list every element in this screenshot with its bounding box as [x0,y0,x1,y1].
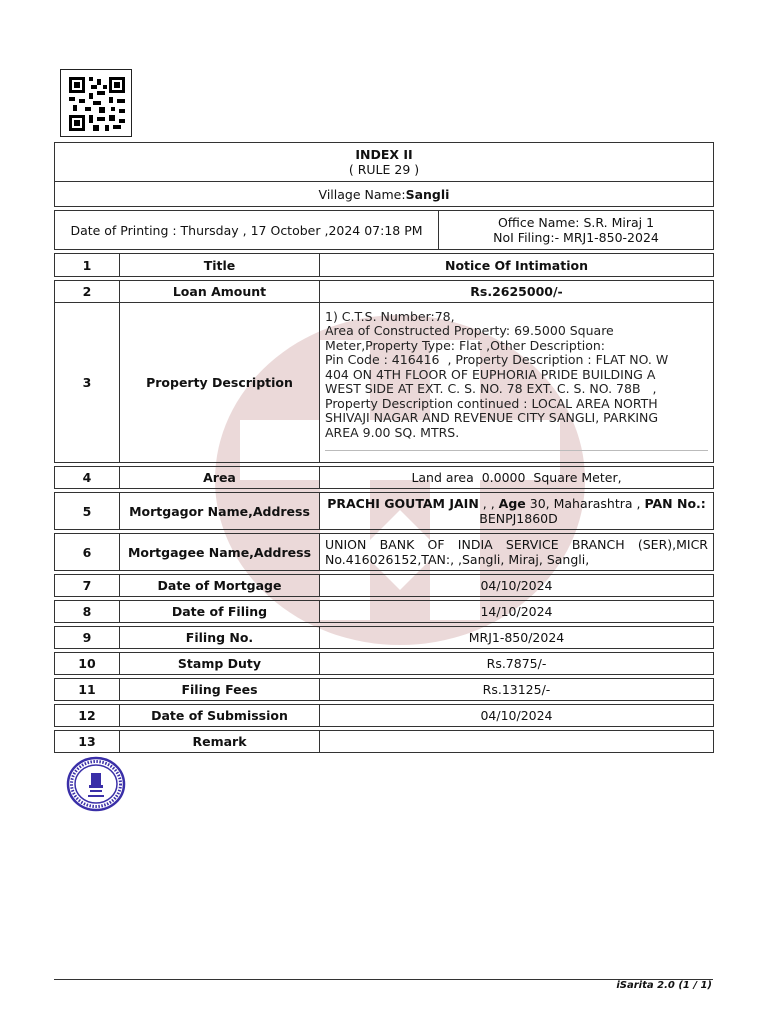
table-row [55,627,714,649]
desc-line: 1) C.T.S. Number:78, [325,308,455,324]
footer-divider [54,979,713,980]
print-date: Date of Printing : Thursday , 17 October ,2024 07:18 PM [55,211,439,250]
row-label: Loan Amount [120,281,320,303]
title-row [55,143,714,182]
index-header-table [54,142,714,250]
filing-fees-value: Rs.13125/- [320,679,714,701]
village-label: Village Name: [318,186,406,202]
row-label: Area [120,467,320,489]
desc-line: 404 ON 4TH FLOOR OF EUPHORIA PRIDE BUILDING A [325,366,656,382]
mortgagor-value [320,493,714,530]
table-row [55,731,714,753]
stamp-duty-value: Rs.7875/- [320,653,714,675]
mortgagee-value [320,534,714,571]
table-row [55,653,714,675]
title-value: Notice Of Intimation [320,254,714,277]
rule-text: ( RULE 29 ) [348,162,420,177]
filing-no-value: MRJ1-850/2024 [320,627,714,649]
office-cell [439,211,714,250]
table-row [55,575,714,597]
table-row [55,303,714,463]
area-value: Land area 0.0000 Square Meter, [320,467,714,489]
official-seal [66,756,126,815]
loan-amount-value: Rs.2625000/- [320,281,714,303]
row-label: Stamp Duty [120,653,320,675]
row-label: Date of Filing [120,601,320,623]
footer-text: iSarita 2.0 (1 / 1) [616,980,712,991]
village-row [55,182,714,207]
row-number: 13 [55,731,120,753]
row-label: Title [120,254,320,277]
row-label: Date of Mortgage [120,575,320,597]
village-value: Sangli [405,186,450,202]
table-row [55,534,714,571]
age-value: 30, Maharashtra , [525,496,645,511]
row-number: 12 [55,705,120,727]
row-number: 11 [55,679,120,701]
row-number: 9 [55,627,120,649]
desc-line: Property Description continued : LOCAL AREA NORTH [325,395,658,411]
table-row [55,254,714,277]
mortgagor-name: PRACHI GOUTAM JAIN [327,496,479,511]
row-label: Mortgagee Name,Address [120,534,320,571]
table-row [55,705,714,727]
divider [325,450,708,451]
row-label: Filing No. [120,627,320,649]
row-number: 6 [55,534,120,571]
pan-label: PAN No.: [644,496,706,511]
index-table-container [54,142,713,753]
row-number: 3 [55,303,120,463]
desc-line: AREA 9.00 SQ. MTRS. [325,424,460,440]
index-title: INDEX II [355,147,413,162]
mortgagee-line-1: UNION BANK OF INDIA SERVICE BRANCH (SER),MICR [325,537,708,552]
table-row [55,601,714,623]
row-number: 4 [55,467,120,489]
office-name: Office Name: S.R. Miraj 1 [497,215,655,230]
mortgagee-line-2: No.416026152,TAN:, ,Sangli, Miraj, Sangli, [325,552,590,567]
desc-line: WEST SIDE AT EXT. C. S. NO. 78 EXT. C. S. NO. 78B , [325,381,657,397]
property-description-value [320,303,714,463]
index-details-table [54,253,714,753]
table-row [55,493,714,530]
mortgagor-sep: , , [478,496,499,511]
age-label: Age [498,496,526,511]
row-number: 5 [55,493,120,530]
row-number: 10 [55,653,120,675]
print-office-row [55,211,714,250]
table-row [55,679,714,701]
table-row [55,467,714,489]
row-number: 7 [55,575,120,597]
date-of-submission-value: 04/10/2024 [320,705,714,727]
row-number: 1 [55,254,120,277]
desc-line: SHIVAJI NAGAR AND REVENUE CITY SANGLI, PARKING [325,410,659,426]
row-label: Date of Submission [120,705,320,727]
row-label: Filing Fees [120,679,320,701]
row-label: Remark [120,731,320,753]
row-label: Mortgagor Name,Address [120,493,320,530]
row-number: 8 [55,601,120,623]
date-of-mortgage-value: 04/10/2024 [320,575,714,597]
date-of-filing-value: 14/10/2024 [320,601,714,623]
noi-filing: NoI Filing:- MRJ1-850-2024 [493,230,659,245]
row-label: Property Description [120,303,320,463]
row-number: 2 [55,281,120,303]
table-row [55,281,714,303]
remark-value [320,731,714,753]
desc-line: Area of Constructed Property: 69.5000 Square [325,323,614,339]
pan-value: BENPJ1860D [475,511,558,526]
qr-code [60,69,132,137]
qr-code-icon [69,77,125,131]
desc-line: Pin Code : 416416 , Property Description : FLAT NO. W [325,352,669,368]
desc-line: Meter,Property Type: Flat ,Other Description: [325,337,605,353]
emblem-seal-icon [66,756,126,812]
